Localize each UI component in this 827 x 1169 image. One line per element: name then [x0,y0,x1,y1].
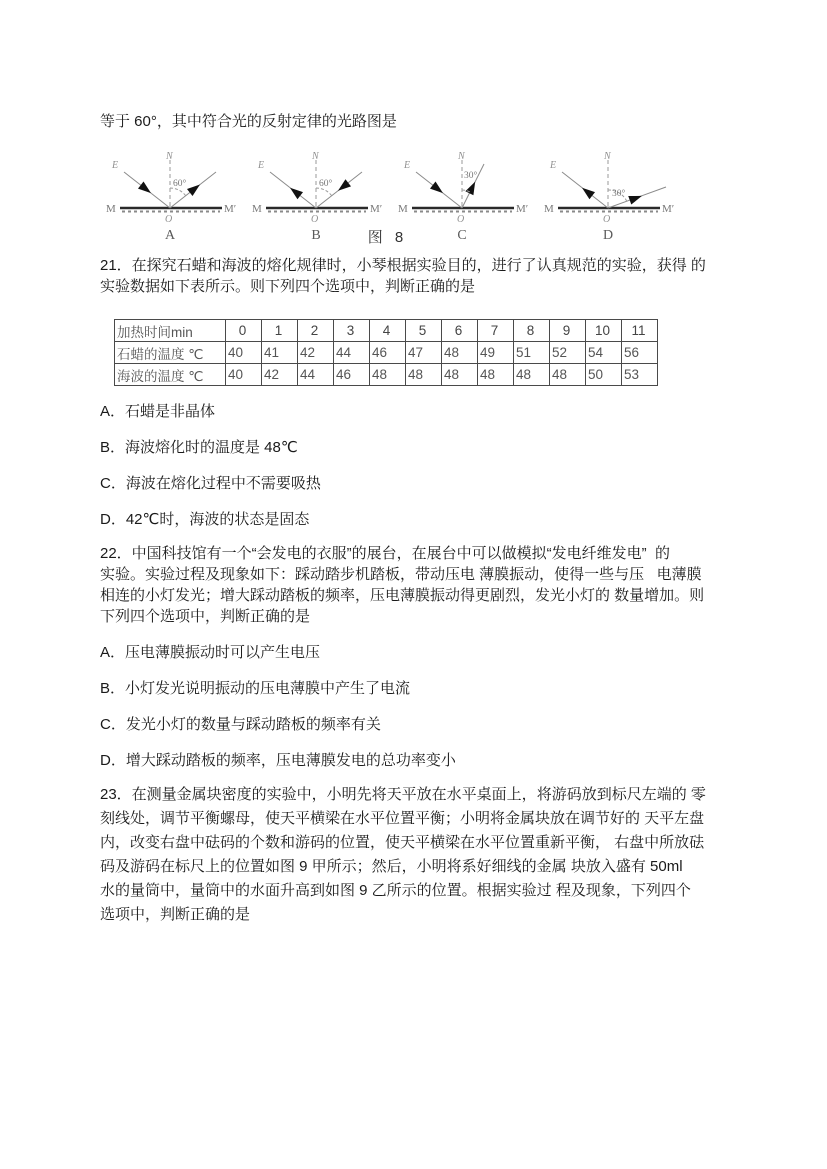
question-21-options [100,402,734,530]
table-cell: 石蜡的温度 ℃ [115,342,226,364]
question-22-option-c: C．发光小灯的数量与踩动踏板的频率有关 [100,716,381,733]
mirror-left-label: M [106,203,116,215]
table-cell: 49 [478,342,514,364]
melting-data-table [114,319,658,386]
angle-label: 60° [173,179,187,189]
table-cell: 10 [586,320,622,342]
table-cell: 6 [442,320,478,342]
angle-label: 30° [612,189,626,199]
question-21-option-a: A．石蜡是非晶体 [100,403,216,420]
angle-label: 60° [319,179,333,189]
table-cell: 42 [262,364,298,386]
table-cell: 5 [406,320,442,342]
option-letter: A [164,228,176,242]
question-23-stem-line4: 码及游码在标尺上的位置如图 9 甲所示；然后，小明将系好细线的金属 块放入盛有 50ml [100,858,683,875]
table-cell: 1 [262,320,298,342]
origin-label: O [311,214,319,225]
table-cell: 2 [298,320,334,342]
table-cell: 51 [514,342,550,364]
table-cell: 40 [226,364,262,386]
table-cell: 0 [226,320,262,342]
left-arrow [579,184,595,199]
table-row-heating-time [115,320,658,342]
table-row-hypo-temp [115,364,658,386]
question-23-stem-line3: 内，改变右盘中砝码的个数和游码的位置，使天平横梁在水平位置重新平衡， 右盘中所放砝 [100,834,705,851]
left-arrow [287,184,303,199]
table-cell: 加热时间min [115,320,226,342]
option-letter: C [457,228,467,242]
optics-diagram-c [398,150,538,242]
optics-diagram-d [544,150,684,242]
table-cell: 44 [334,342,370,364]
origin-label: O [603,214,611,225]
table-cell: 54 [586,342,622,364]
table-row-paraffin-temp [115,342,658,364]
reflected-arrow [465,180,479,196]
normal-label: N [458,151,465,162]
angle-label: 30° [464,171,478,181]
table-cell: 7 [478,320,514,342]
optics-diagram-a [106,150,246,242]
question-21-option-d: D．42℃时，海波的状态是固态 [100,511,310,528]
figure-8 [106,150,734,242]
question-22-options [100,643,734,771]
mirror-right-label: M′ [662,203,675,215]
ray-label: E [258,160,265,171]
table-cell: 50 [586,364,622,386]
angle-arc [316,188,332,196]
normal-label: N [166,151,173,162]
table-cell: 48 [478,364,514,386]
incident-arrow [138,182,154,197]
table-cell: 42 [298,342,334,364]
table-cell: 41 [262,342,298,364]
reflected-arrow [187,181,203,196]
incident-arrow [430,182,446,197]
angle-arc [170,188,186,196]
table-cell: 53 [622,364,658,386]
right-arrow [335,179,351,194]
normal-label: N [312,151,319,162]
table-cell: 48 [550,364,586,386]
table-cell: 海波的温度 ℃ [115,364,226,386]
question-23-stem-line5: 水的量筒中，量筒中的水面升高到如图 9 乙所示的位置。根据实验过 程及现象，下列四个 [100,882,691,899]
question-23 [100,783,734,927]
question-22-option-b: B．小灯发光说明振动的压电薄膜中产生了电流 [100,680,411,697]
table-cell: 3 [334,320,370,342]
question-21-stem-line1: 21．在探究石蜡和海波的熔化规律时，小琴根据实验目的，进行了认真规范的实验，获得 的 [100,257,706,274]
table-cell: 40 [226,342,262,364]
mirror-left-label: M [252,203,262,215]
question-22-stem-line1: 22．中国科技馆有一个“会发电的衣服”的展台，在展台中可以做模拟“发电纤维发电” 的 [100,545,671,562]
question-22-stem-line3: 相连的小灯发光；增大踩动踏板的频率，压电薄膜振动得更剧烈，发光小灯的 数量增加。则 [100,587,705,604]
option-letter: D [602,228,614,242]
option-letter: B [311,228,321,242]
table-cell: 48 [370,364,406,386]
ray-label: E [550,160,557,171]
table-cell: 44 [298,364,334,386]
table-cell: 9 [550,320,586,342]
question-23-stem-line2: 刻线处，调节平衡螺母，使天平横梁在水平位置平衡；小明将金属块放在调节好的 天平左盘 [100,810,705,827]
origin-label: O [457,214,465,225]
question-21 [100,255,734,297]
table-cell: 48 [406,364,442,386]
question-21-option-c: C．海波在熔化过程中不需要吸热 [100,475,321,492]
table-cell: 56 [622,342,658,364]
question-23-stem-line6: 选项中，判断正确的是 [100,906,251,923]
mirror-right-label: M′ [370,203,383,215]
mirror-right-label: M′ [224,203,237,215]
question-22 [100,543,734,627]
table-cell: 47 [406,342,442,364]
page-content [100,111,734,927]
question-22-stem-line4: 下列四个选项中，判断正确的是 [100,608,311,625]
question-21-option-b: B．海波熔化时的温度是 48℃ [100,439,298,456]
mirror-right-label: M′ [516,203,529,215]
table-cell: 4 [370,320,406,342]
normal-label: N [604,151,611,162]
question-22-option-d: D．增大踩动踏板的频率，压电薄膜发电的总功率变小 [100,752,456,769]
table-cell: 48 [514,364,550,386]
origin-label: O [165,214,173,225]
table-cell: 48 [442,342,478,364]
figure-8-caption: 图 8 [367,229,408,246]
table-cell: 48 [442,364,478,386]
table-cell: 46 [370,342,406,364]
mirror-left-label: M [544,203,554,215]
reflected-arrow [628,192,643,205]
mirror-left-label: M [398,203,408,215]
table-cell: 8 [514,320,550,342]
ray-label: E [112,160,119,171]
ray-label: E [404,160,411,171]
table-cell: 46 [334,364,370,386]
table-cell: 52 [550,342,586,364]
question20-stem-continuation: 等于 60°，其中符合光的反射定律的光路图是 [100,113,397,130]
question-21-stem-line2: 实验数据如下表所示。则下列四个选项中，判断正确的是 [100,278,476,295]
question-23-stem-line1: 23．在测量金属块密度的实验中，小明先将天平放在水平桌面上，将游码放到标尺左端的 零 [100,786,706,803]
table-cell: 11 [622,320,658,342]
question-22-option-a: A．压电薄膜振动时可以产生电压 [100,644,321,661]
question-22-stem-line2: 实验。实验过程及现象如下：踩动踏步机踏板，带动压电 薄膜振动，使得一些与压 电薄膜 [100,566,702,583]
